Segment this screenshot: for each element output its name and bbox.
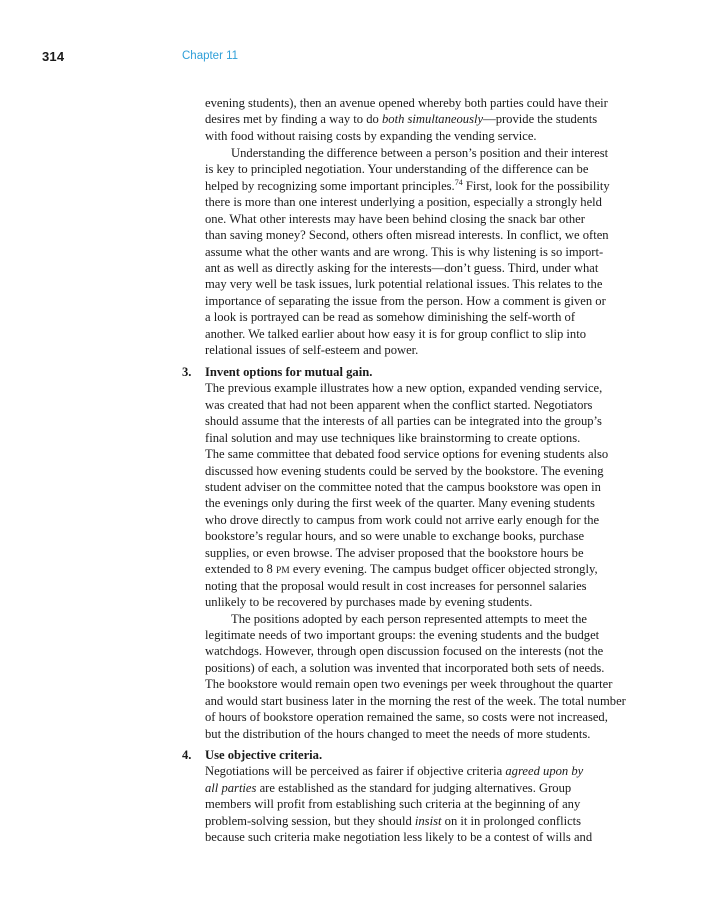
text-line: Understanding the difference between a person’s position and their interest [231, 146, 609, 160]
emphasis: all parties [205, 781, 257, 795]
text-line: relational issues of self-esteem and power. [205, 343, 419, 357]
text-line: who drove directly to campus from work could not arrive early enough for the [205, 513, 600, 527]
text-line: supplies, or even browse. The adviser proposed that the bookstore hours be [205, 546, 584, 560]
text-line: another. We talked earlier about how easy it is for group conflict to slip into [205, 327, 587, 341]
text-line: positions) of each, a solution was invented that incorporated both sets of needs. [205, 661, 605, 675]
text-line: The bookstore would remain open two evenings per week throughout the quarter [205, 677, 613, 691]
text-line: and would start business later in the morning the rest of the week. The total number [205, 694, 626, 708]
text-line: Negotiations will be perceived as fairer if objective criteria agreed upon by [205, 764, 584, 778]
text-line: was created that had not been apparent when the conflict started. Negotiators [205, 398, 593, 412]
small-caps-pm: PM [276, 566, 290, 576]
list-number: 4. [182, 748, 192, 762]
text-line: members will profit from establishing such criteria at the beginning of any [205, 797, 581, 811]
text-line: The same committee that debated food service options for evening students also [205, 447, 609, 461]
text-line: with food without raising costs by expanding the vending service. [205, 129, 537, 143]
text-line: of hours of bookstore operation remained the same, so costs were not increased, [205, 710, 608, 724]
text-line: extended to 8 PM every evening. The campus budget officer objected strongly, [205, 562, 598, 576]
text-line: noting that the proposal would result in cost increases for personnel salaries [205, 579, 587, 593]
text-line: legitimate needs of two important groups: the evening students and the budget [205, 628, 600, 642]
text-line: assume what the other wants and are wrong. This is why listening is so import- [205, 245, 604, 259]
emphasis: insist [414, 814, 442, 828]
list-number: 3. [182, 365, 192, 379]
text-line: importance of separating the issue from the person. How a comment is given or [205, 294, 606, 308]
text-line: is key to principled negotiation. Your understanding of the difference can be [205, 162, 589, 176]
text-line: watchdogs. However, through open discussion focused on the interests (not the [205, 644, 604, 658]
text-line: problem-solving session, but they should insist on it in prolonged conflicts [205, 814, 582, 828]
text-line: ant as well as directly asking for the interests—don’t guess. Third, under what [205, 261, 599, 275]
text-line: discussed how evening students could be served by the bookstore. The evening [205, 464, 604, 478]
text-line: final solution and may use techniques like brainstorming to create options. [205, 431, 581, 445]
chapter-label: Chapter 11 [182, 50, 239, 62]
text-line: a look is portrayed can be read as somehow diminishing the self-worth of [205, 310, 576, 324]
text-line: evening students), then an avenue opened whereby both parties could have their [205, 96, 608, 110]
text-line: the evenings only during the first week of the quarter. Many evening students [205, 496, 595, 510]
list-heading: Use objective criteria. [205, 748, 323, 762]
text-line: one. What other interests may have been behind closing the snack bar other [205, 212, 585, 226]
text-line: desires met by finding a way to do both simultaneously—provide the students [205, 112, 598, 126]
text-line: because such criteria make negotiation less likely to be a contest of wills and [205, 830, 593, 844]
text-line: all parties are established as the standard for judging alternatives. Group [205, 781, 572, 795]
text-line: may very well be task issues, lurk potential relational issues. This relates to the [205, 277, 603, 291]
text-line: The positions adopted by each person represented attempts to meet the [231, 612, 588, 626]
page-number: 314 [42, 49, 65, 64]
text-line: The previous example illustrates how a new option, expanded vending service, [205, 381, 603, 395]
text-line: should assume that the interests of all parties can be integrated into the group’s [205, 414, 602, 428]
text-line: unlikely to be recovered by purchases made by evening students. [205, 595, 533, 609]
text-line: student adviser on the committee noted that the campus bookstore was open in [205, 480, 601, 494]
text-line: but the distribution of the hours changed to meet the needs of more students. [205, 727, 591, 741]
text-line: than saving money? Second, others often misread interests. In conflict, we often [205, 228, 609, 242]
footnote-ref: 74 [454, 177, 463, 187]
text-line: there is more than one interest underlying a position, especially a strongly held [205, 195, 602, 209]
text-line: helped by recognizing some important principles.$^{74}$ First, look for the possibility [205, 177, 610, 193]
list-heading: Invent options for mutual gain. [205, 365, 373, 379]
emphasis: both simultaneously [381, 112, 484, 126]
text-line: bookstore’s regular hours, and so were unable to exchange books, purchase [205, 529, 585, 543]
emphasis: agreed upon by [505, 764, 584, 778]
